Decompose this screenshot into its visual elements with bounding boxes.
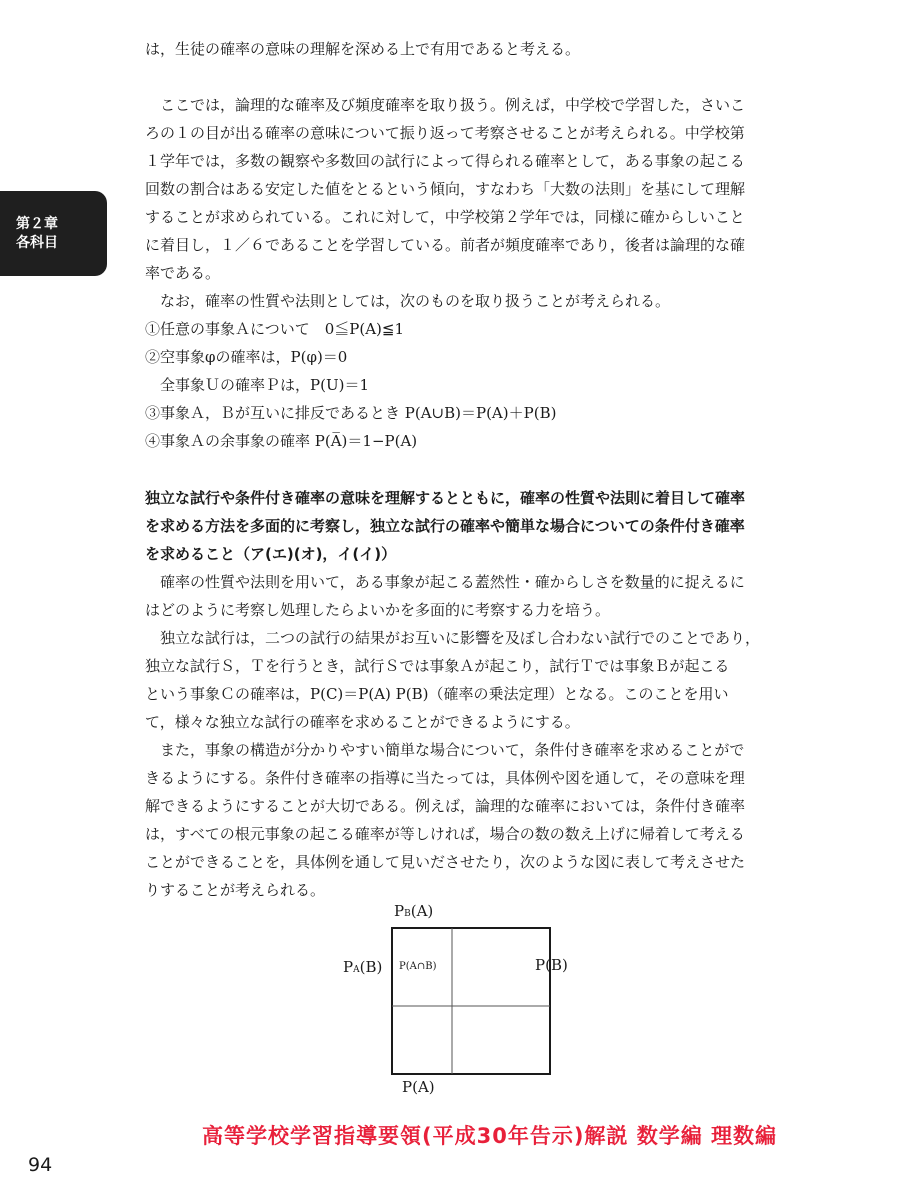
body-line: りすることが考えられる。	[145, 881, 326, 899]
probability-rule-2b: 全事象Ｕの確率Ｐは，P(U)＝1	[160, 376, 369, 394]
diagram-outer-square	[392, 928, 550, 1074]
probability-rule-3: ③事象Ａ，Ｂが互いに排反であるとき P(A∪B)＝P(A)＋P(B)	[145, 404, 557, 422]
diagram-top-label: PB(A)	[394, 902, 434, 920]
body-line: て，様々な独立な試行の確率を求めることができるようにする。	[145, 713, 580, 731]
body-line: また，事象の構造が分かりやすい簡単な場合について，条件付き確率を求めることがで	[160, 741, 745, 759]
diagram-left-label: PA(B)	[343, 958, 383, 976]
diagram-grid	[330, 900, 590, 1090]
paragraph-line: ろの１の目が出る確率の意味について振り返って考察させることが考えられる。中学校第	[145, 124, 745, 142]
probability-rule-2: ②空事象φの確率は，P(φ)＝0	[145, 348, 348, 366]
diagram-cell-label: P(A∩B)	[399, 961, 437, 972]
probability-rule-1: ①任意の事象Ａについて 0≦P(A)≦1	[145, 320, 404, 338]
handwritten-note: 高等学校学習指導要領(平成30年告示)解説 数学編 理数編	[202, 1124, 778, 1148]
paragraph-line: することが求められている。これに対して，中学校第２学年では，同様に確からしいこと	[145, 208, 745, 226]
body-line: はどのように考察し処理したらよいかを多面的に考察する力を培う。	[145, 601, 611, 619]
body-line: 解できるようにすることが大切である。例えば，論理的な確率においては，条件付き確率	[145, 797, 746, 815]
paragraph-line: １学年では，多数の観察や多数回の試行によって得られる確率として，ある事象の起こる	[145, 152, 745, 170]
chapter-tab-line2: 各科目	[16, 234, 58, 251]
chapter-tab	[0, 191, 107, 276]
diagram-right-label: P(B)	[535, 956, 568, 974]
paragraph-line: は，生徒の確率の意味の理解を深める上で有用であると考える。	[145, 40, 581, 58]
body-line: きるようにする。条件付き確率の指導に当たっては，具体例や図を通して，その意味を理	[145, 769, 745, 787]
body-line: は，すべての根元事象の起こる確率が等しければ，場合の数の数え上げに帰着して考える	[145, 825, 745, 843]
paragraph-line: なお，確率の性質や法則としては，次のものを取り扱うことが考えられる。	[160, 292, 671, 310]
paragraph-line: ここでは，論理的な確率及び頻度確率を取り扱う。例えば，中学校で学習した，さいこ	[160, 96, 746, 114]
body-line: という事象Ｃの確率は，P(C)＝P(A) P(B)（確率の乗法定理）となる。このことを用い	[145, 685, 729, 703]
probability-rule-4: ④事象Ａの余事象の確率 P(A̅)＝1−P(A)	[145, 432, 418, 450]
paragraph-line: 率である。	[145, 264, 221, 282]
diagram-bottom-label: P(A)	[402, 1078, 435, 1096]
section-heading-line: 独立な試行や条件付き確率の意味を理解するとともに，確率の性質や法則に着目して確率	[145, 489, 746, 507]
body-line: ことができることを，具体例を通して見いださせたり，次のような図に表して考えさせた	[145, 853, 746, 871]
conditional-probability-diagram	[330, 900, 590, 1096]
chapter-tab-line1: 第２章	[16, 215, 58, 232]
paragraph-line: に着目し，１／６であることを学習している。前者が頻度確率であり，後者は論理的な確	[145, 236, 746, 254]
section-heading-line: を求める方法を多面的に考察し，独立な試行の確率や簡単な場合についての条件付き確率	[145, 517, 745, 535]
body-line: 独立な試行Ｓ，Ｔを行うとき，試行Ｓでは事象Ａが起こり，試行Ｔでは事象Ｂが起こる	[145, 657, 730, 675]
paragraph-line: 回数の割合はある安定した値をとるという傾向，すなわち「大数の法則」を基にして理解	[145, 180, 746, 198]
body-line: 確率の性質や法則を用いて，ある事象が起こる蓋然性・確からしさを数量的に捉えるに	[160, 573, 745, 591]
body-line: 独立な試行は，二つの試行の結果がお互いに影響を及ぼし合わない試行でのことであり，	[160, 629, 761, 647]
page-number: 94	[28, 1154, 53, 1176]
section-heading-line: を求めること（ア(エ)(オ)，イ(イ)）	[145, 545, 397, 563]
